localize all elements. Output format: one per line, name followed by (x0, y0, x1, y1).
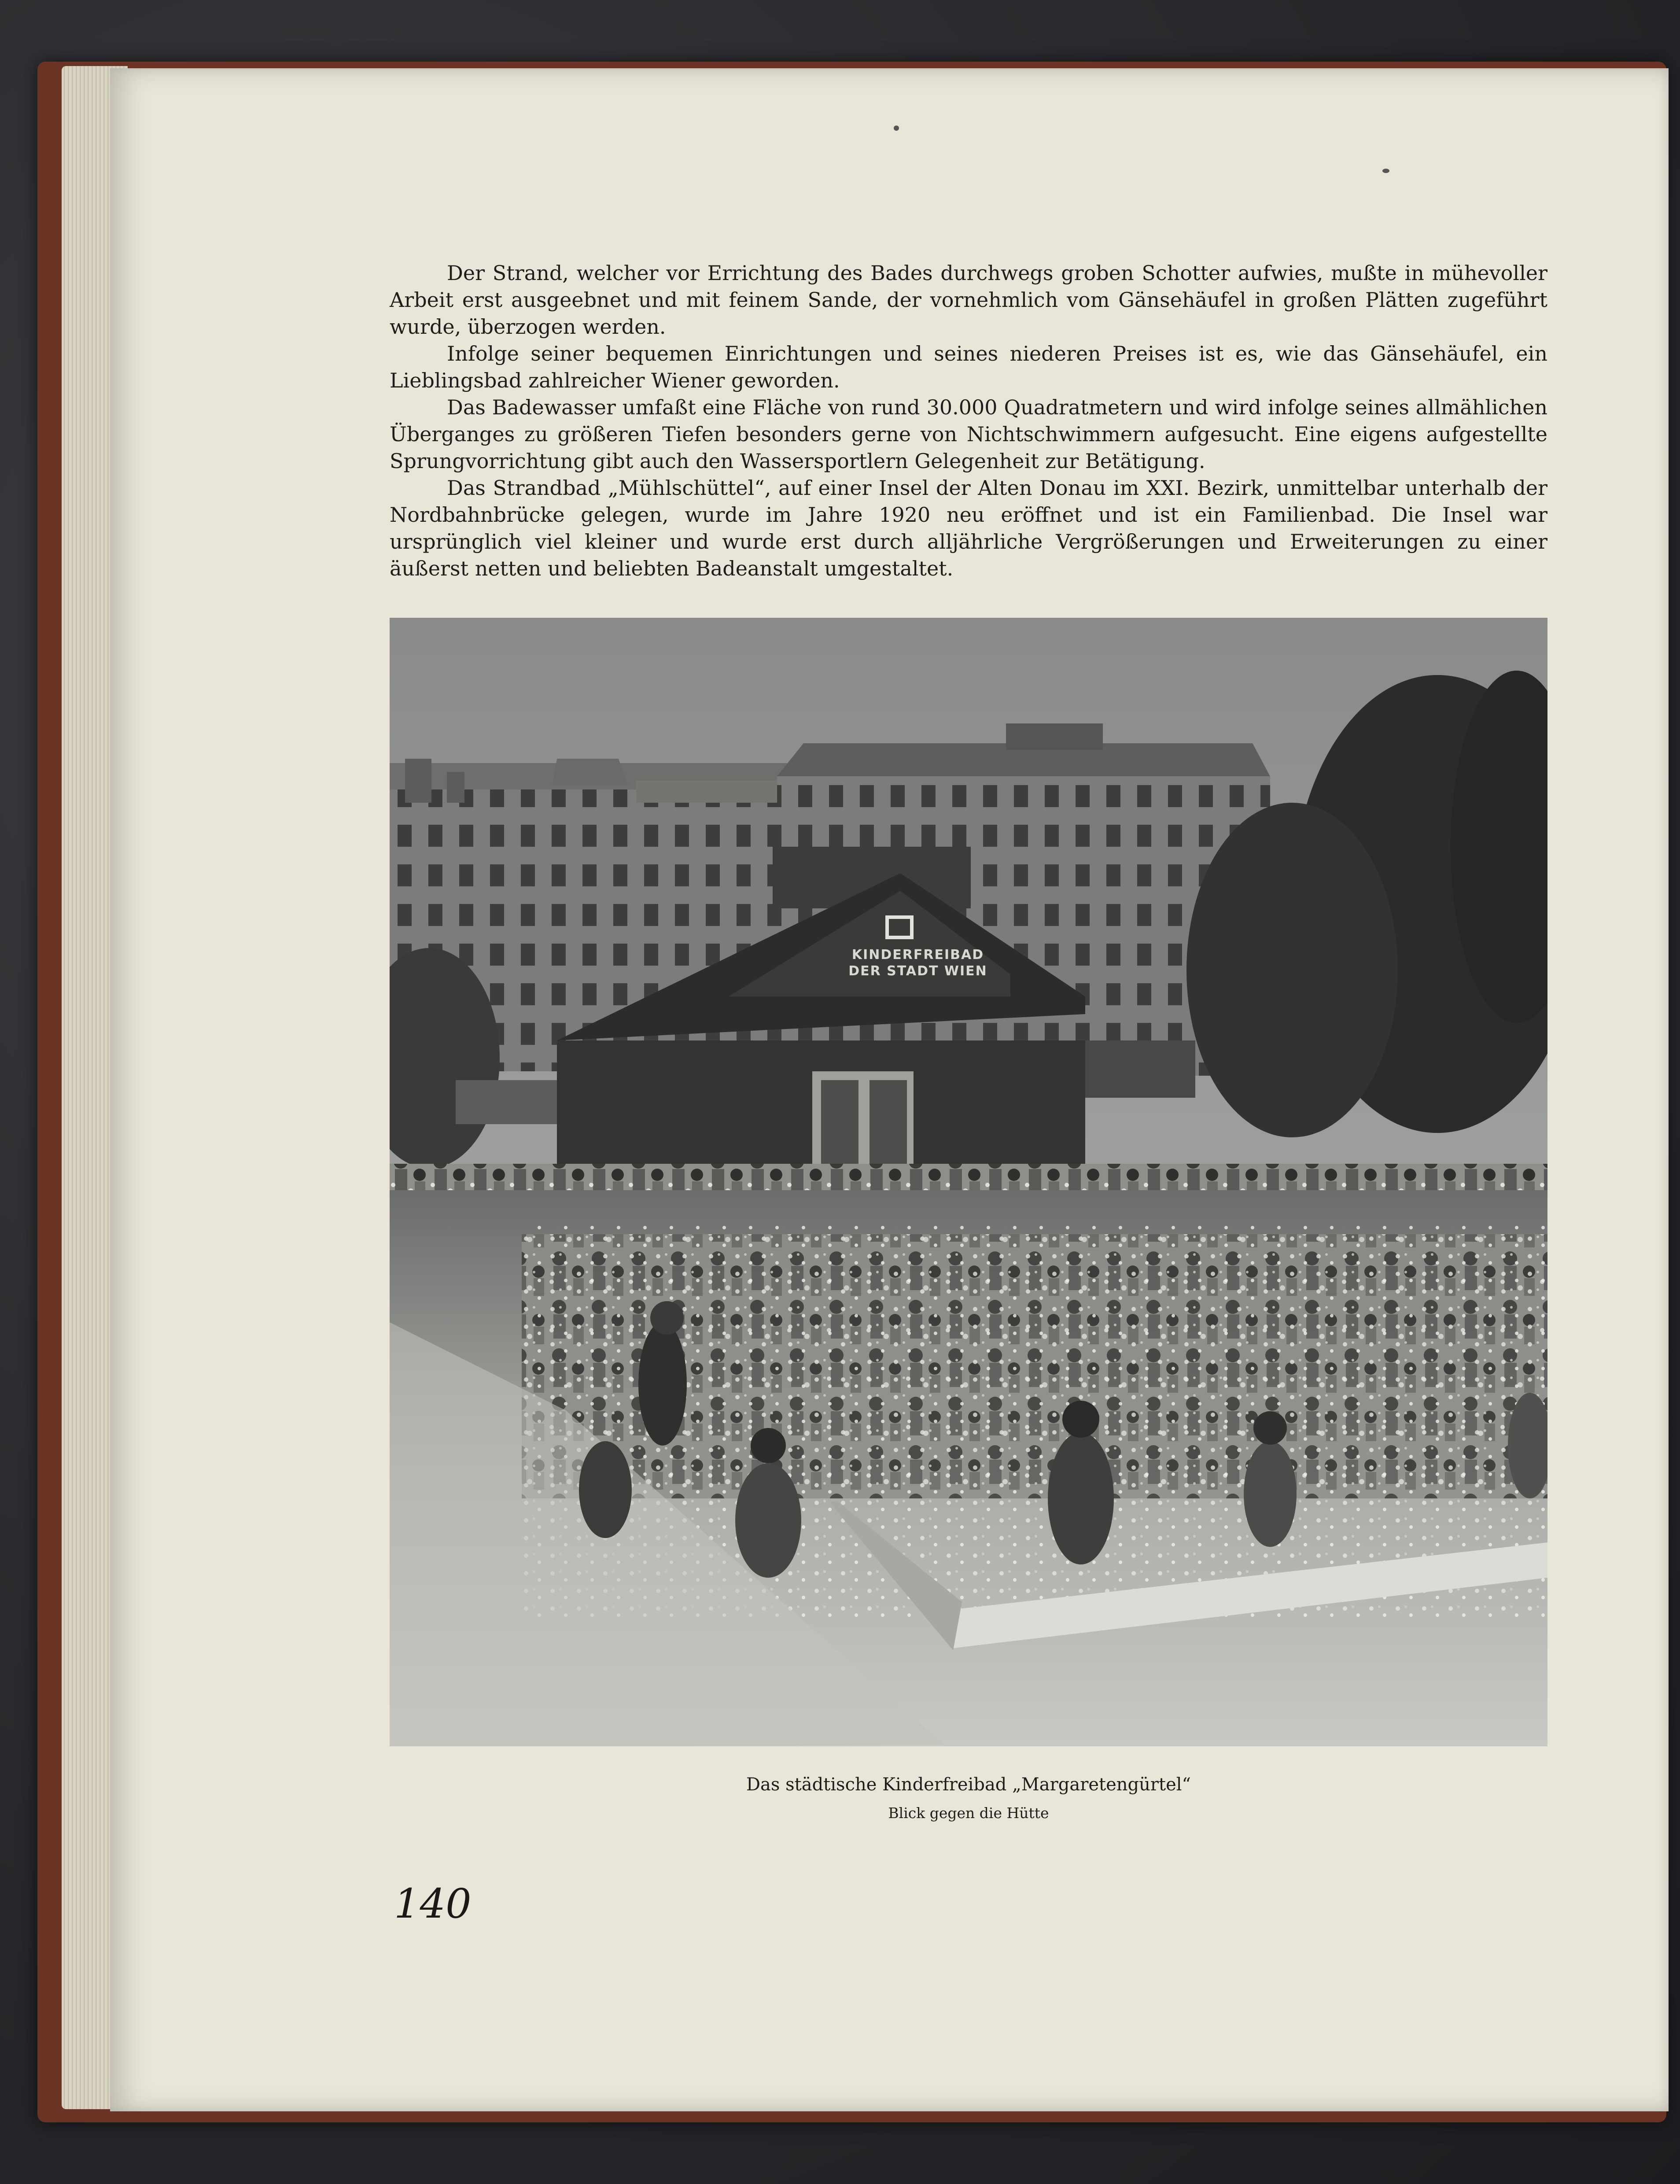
paragraph: Das Badewasser umfaßt eine Fläche von rund 30.000 Quadratmetern und wird infolge seines allmählichen Überganges zu größeren Tiefen besonders gerne von Nichtschwimmern aufgesucht. Eine eigens aufgestellte Sprungvorrichtung gibt auch den Wassersportlern Gelegenheit zur Betätigung. (390, 395, 1547, 473)
paragraph: Der Strand, welcher vor Errichtung des Bades durchwegs groben Schotter aufwies, mußte in mühevoller Arbeit erst ausgeebnet und mit feinem Sande, der vornehmlich vom Gänsehäufel in großen Plätten zugeführt wurde, überzogen werden. (390, 261, 1547, 339)
ink-dot (1382, 169, 1389, 173)
photo-caption: Das städtische Kinderfreibad „Margaretengürtel“ (746, 1774, 1191, 1795)
paragraph: Infolge seiner bequemen Einrichtungen und seines niederen Preises ist es, wie das Gänsehäufel, ein Lieblingsbad zahlreicher Wiener geworden. (390, 342, 1547, 392)
ink-dot (894, 125, 899, 131)
body-text (390, 260, 1547, 582)
sign-text-line1: KINDERFREIBAD (851, 947, 984, 963)
paragraph: Das Strandbad „Mühlschüttel“, auf einer Insel der Alten Donau im XXI. Bezirk, unmittelbar unterhalb der Nordbahnbrücke gelegen, wurde im Jahre 1920 neu eröffnet und ist ein Familienbad. Die Insel war ursprünglich viel kleiner und wurde erst durch alljährliche Vergrößerungen und Erweiterungen zu einer äußerst netten und beliebten Badeanstalt umgestaltet. (390, 476, 1547, 580)
page-number: 140 (394, 1880, 472, 1927)
sign-text-line2: DER STADT WIEN (848, 963, 987, 979)
photo-subcaption: Blick gegen die Hütte (888, 1804, 1049, 1822)
photograph-pool (390, 618, 1547, 1746)
